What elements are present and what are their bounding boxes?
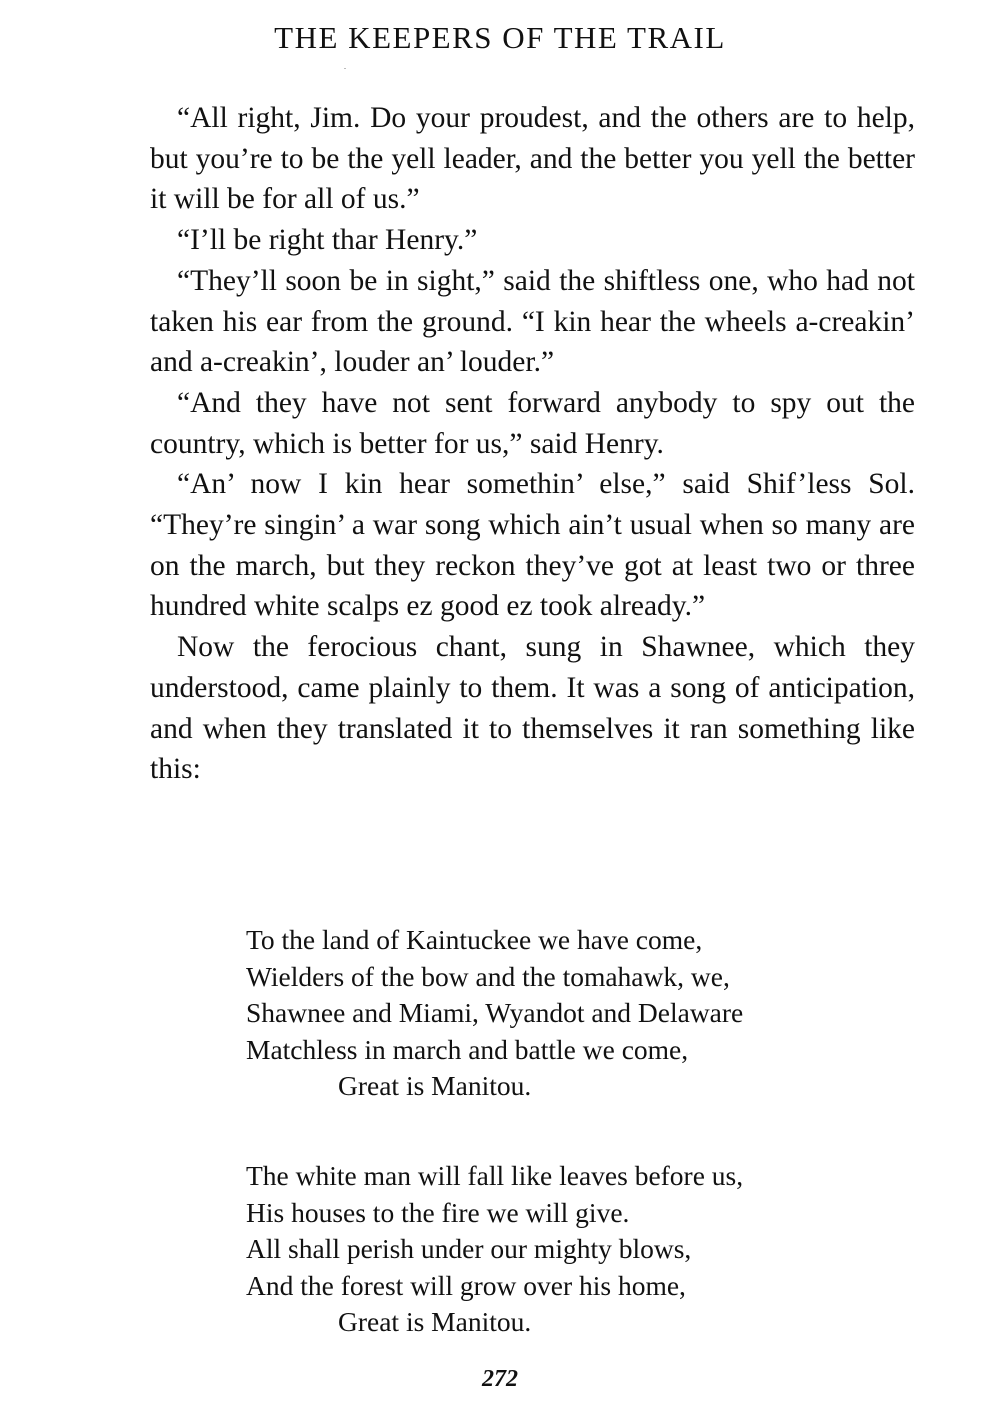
poem-line: The white man will fall like leaves before us, <box>246 1160 744 1191</box>
paragraph: Now the ferocious chant, sung in Shawnee, which they understood, came plainly to them. It was a song of anticipation, and when they translated it to themselves it ran something like this: <box>150 631 915 786</box>
running-head: THE KEEPERS OF THE TRAIL <box>274 20 726 55</box>
poem-line: All shall perish under our mighty blows, <box>246 1233 692 1264</box>
poem-line: His houses to the fire we will give. <box>246 1196 630 1228</box>
body-text <box>150 98 915 790</box>
poem-stanza-2 <box>246 1158 886 1341</box>
poem-refrain: Great is Manitou. <box>338 1070 532 1101</box>
poem-line: To the land of Kaintuckee we have come, <box>246 924 703 955</box>
poem-stanza-1 <box>246 922 886 1105</box>
header-mark <box>344 68 346 69</box>
paragraph: “They’ll soon be in sight,” said the shiftless one, who had not taken his ear from the ground. “I kin hear the wheels a-creakin’ and a-creakin’, louder an’ louder.” <box>150 264 915 379</box>
poem-line: Wielders of the bow and the tomahawk, we, <box>246 960 730 992</box>
paragraph: “All right, Jim. Do your proudest, and the others are to help, but you’re to be the yell leader, and the better you yell the better it will be for all of us.” <box>150 102 915 216</box>
poem-line: Shawnee and Miami, Wyandot and Delaware <box>246 997 744 1028</box>
paragraph: “An’ now I kin hear somethin’ else,” said Shif’less Sol. “They’re singin’ a war song which ain’t usual when so many are on the march, but they reckon they’ve got at least two or three hundred white scalps ez good ez took already.” <box>150 468 915 623</box>
paragraph: “And they have not sent forward anybody to spy out the country, which is better for us,” said Henry. <box>150 386 915 460</box>
paragraph: “I’ll be right thar Henry.” <box>177 224 478 257</box>
page-number: 272 <box>482 1366 518 1392</box>
poem-line: Matchless in march and battle we come, <box>246 1033 689 1065</box>
poem-line: And the forest will grow over his home, <box>246 1269 686 1301</box>
poem-refrain: Great is Manitou. <box>338 1306 532 1337</box>
